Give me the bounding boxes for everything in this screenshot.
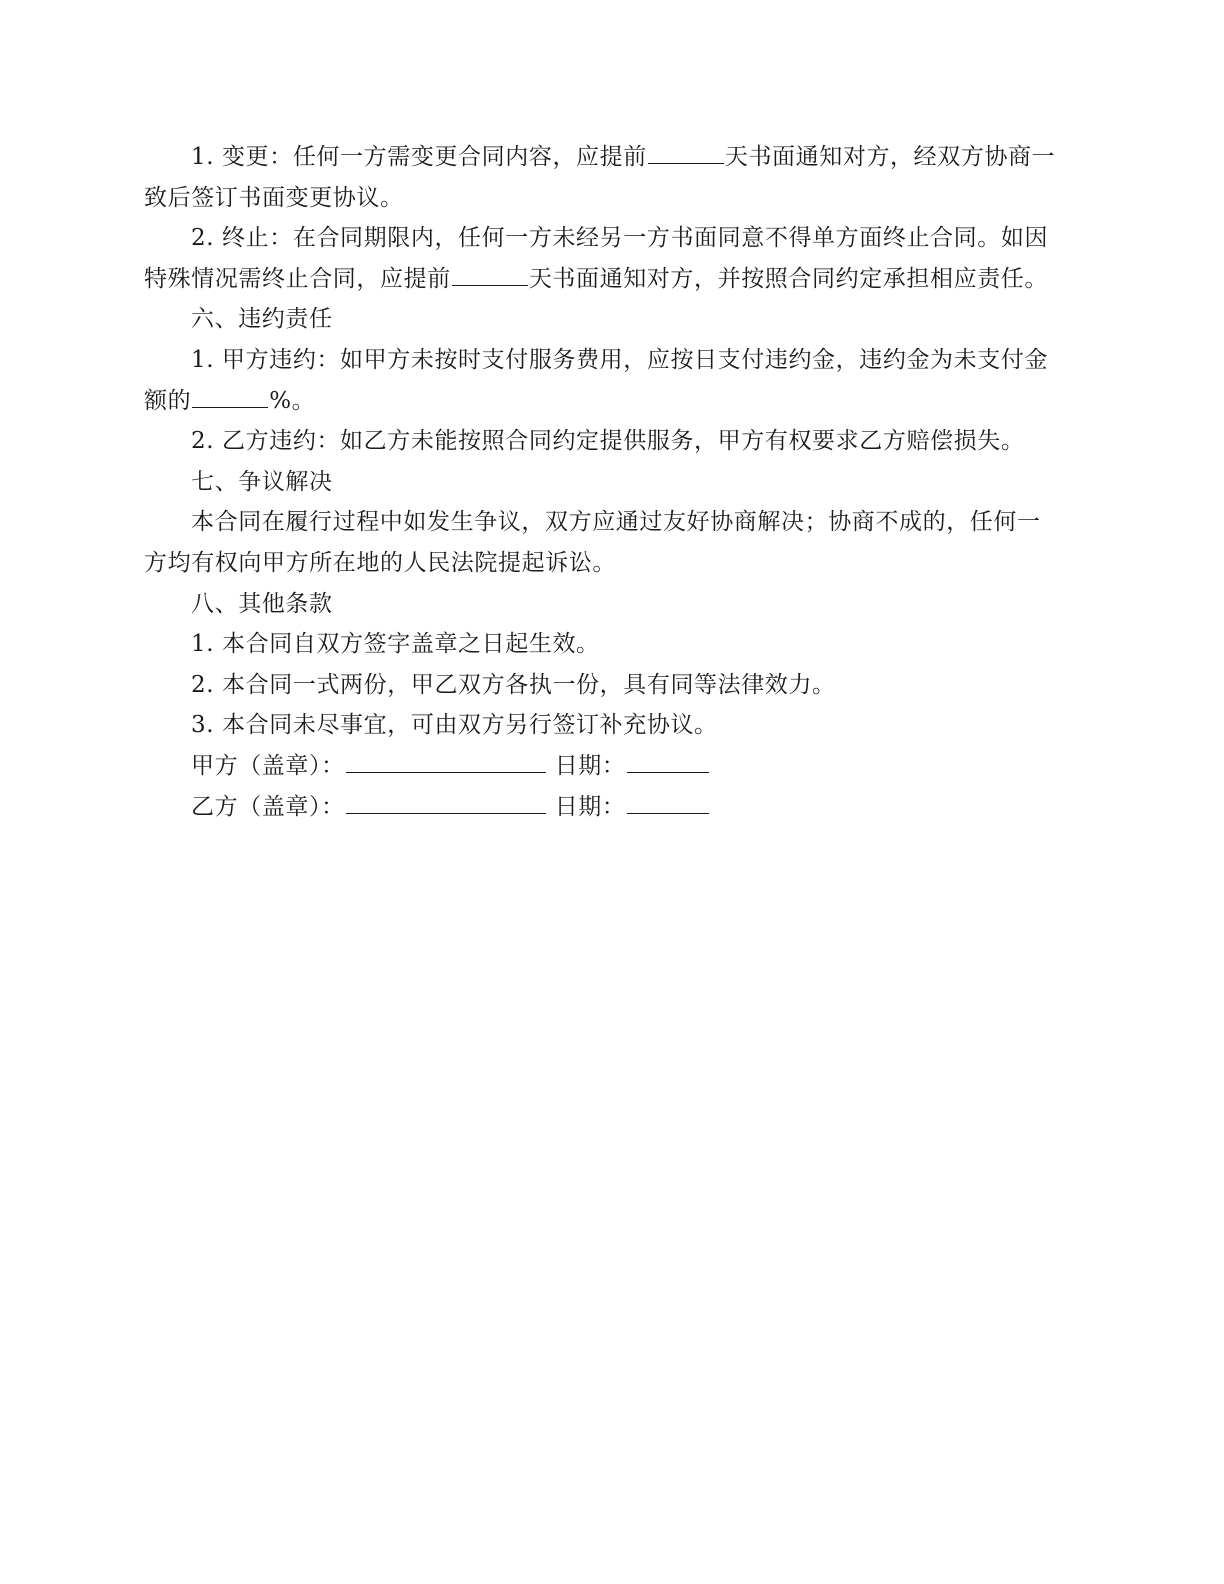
party-b-date-label: 日期： — [554, 793, 626, 820]
clause-change-text-a: 1. 变更：任何一方需变更合同内容，应提前 — [191, 144, 647, 170]
party-a-date-label: 日期： — [554, 752, 626, 779]
clause-party-b-breach: 2. 乙方违约：如乙方未能按照合同约定提供服务，甲方有权要求乙方赔偿损失。 — [191, 428, 1025, 455]
other-item-3: 3. 本合同未尽事宜，可由双方另行签订补充协议。 — [191, 712, 718, 739]
penalty-percent-blank — [192, 387, 268, 408]
section-8-heading: 八、其他条款 — [191, 590, 333, 617]
termination-days-blank — [452, 265, 528, 286]
section-6-heading: 六、违约责任 — [191, 306, 333, 333]
clause-terminate — [144, 218, 1059, 299]
party-a-breach-text-a: 1. 甲方违约：如甲方未按时支付服务费用，应按日支付违约金，违约金为未支付金额的 — [144, 346, 1049, 414]
clause-terminate-text-a: 2. 终止：在合同期限内，任何一方未经另一方书面同意不得单方面终止合同。如因特殊情况需终止合同，应提前 — [144, 225, 1049, 292]
clause-change-text-b: 天书面通知对方，经双方协商一致后签订书面变更协议。 — [144, 144, 1056, 211]
other-item-1: 1. 本合同自双方签字盖章之日起生效。 — [191, 631, 600, 658]
other-item-2: 2. 本合同一式两份，甲乙双方各执一份，具有同等法律效力。 — [191, 671, 836, 698]
party-a-date-blank — [627, 752, 709, 773]
party-a-seal-label: 甲方（盖章）： — [191, 752, 345, 779]
party-b-date-blank — [627, 793, 709, 814]
clause-party-a-breach — [144, 340, 1059, 421]
contract-body — [144, 137, 1059, 827]
party-b-signature-row — [144, 787, 1059, 828]
section-7-heading: 七、争议解决 — [191, 468, 333, 495]
clause-terminate-text-b: 天书面通知对方，并按照合同约定承担相应责任。 — [528, 265, 1049, 292]
clause-change — [144, 137, 1059, 218]
dispute-resolution-text: 本合同在履行过程中如发生争议，双方应通过友好协商解决；协商不成的，任何一方均有权向甲方所在地的人民法院提起诉讼。 — [144, 509, 1041, 576]
party-a-breach-text-b: %。 — [269, 387, 316, 414]
party-a-signature-row — [144, 746, 1059, 787]
party-a-signature-blank — [346, 752, 546, 773]
party-b-signature-blank — [346, 793, 546, 814]
notice-days-blank — [648, 143, 724, 164]
party-b-seal-label: 乙方（盖章）： — [191, 793, 345, 820]
